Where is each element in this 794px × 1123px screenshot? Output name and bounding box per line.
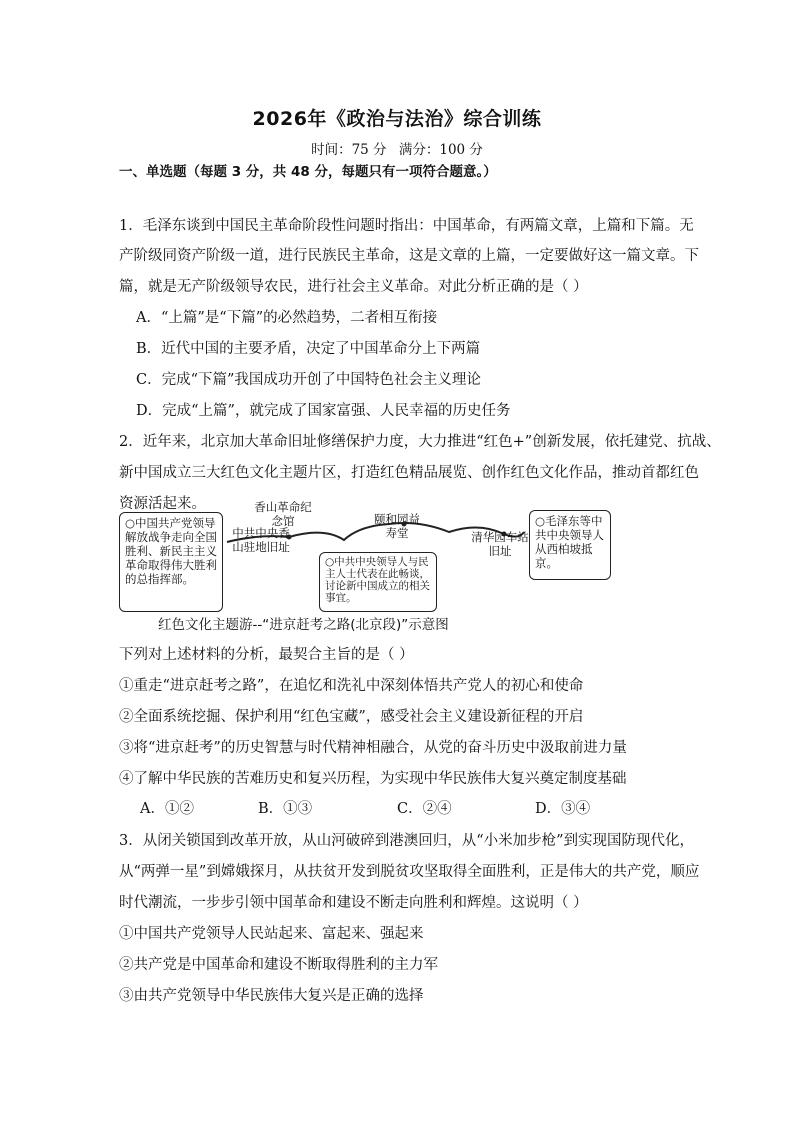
q1-option-d: D．完成“上篇”，就完成了国家富强、人民幸福的历史任务 (136, 403, 511, 419)
q2-stem-line: 资源活起来。 (119, 496, 206, 512)
q3-item-2: ②共产党是中国革命和建设不断取得胜利的主力军 (119, 957, 438, 973)
q2-option-d: D．③④ (535, 801, 591, 817)
q3-stem-line: 3．从闭关锁国到改革开放，从山河破碎到港澳回归，从“小米加步枪”到实现国防现代化， (119, 833, 695, 849)
place-label: 清华园车站旧址 (471, 530, 529, 558)
exam-time: 时间：75 分 (311, 142, 387, 158)
q2-prompt: 下列对上述材料的分析，最契合主旨的是（ ） (119, 647, 414, 663)
q2-option-a: A．①② (140, 801, 194, 817)
diagram-caption: 红色文化主题游--“进京赶考之路(北京段)”示意图 (158, 617, 449, 633)
q2-item-2: ②全面系统挖掘、保护利用“红色宝藏”，感受社会主义建设新征程的开启 (119, 709, 584, 725)
note-box-left: ○中国共产党领导解放战争走向全国胜利、新民主主义革命取得伟大胜利的总指挥部。 (119, 512, 223, 612)
place-label: 中共中央香山驻地旧址 (232, 526, 290, 554)
q2-item-4: ④了解中华民族的苦难历史和复兴历程，为实现中华民族伟大复兴奠定制度基础 (119, 771, 627, 787)
q1-option-b: B．近代中国的主要矛盾，决定了中国革命分上下两篇 (136, 341, 481, 357)
place-label: 香山革命纪念馆 (254, 500, 312, 528)
page-title: 2026年《政治与法治》综合训练 (252, 108, 542, 130)
q2-option-c: C．②④ (397, 801, 452, 817)
exam-score: 满分：100 分 (398, 142, 483, 158)
q1-stem-line: 产阶级同资产阶级一道，进行民族民主革命，这是文章的上篇，一定要做好这一篇文章。下 (119, 248, 699, 264)
q3-item-3: ③由共产党领导中华民族伟大复兴是正确的选择 (119, 988, 424, 1004)
q1-option-c: C．完成“下篇”我国成功开创了中国特色社会主义理论 (136, 372, 481, 388)
q2-stem-line: 2．近年来，北京加大革命旧址修缮保护力度，大力推进“红色+”创新发展，依托建党、抗战、 (119, 434, 721, 450)
exam-info (0, 138, 794, 158)
q2-item-1: ①重走“进京赶考之路”，在追忆和洗礼中深刻体悟共产党人的初心和使命 (119, 678, 584, 694)
note-box-right: ○毛泽东等中共中央领导人从西柏坡抵京。 (529, 510, 611, 580)
q3-stem-line: 时代潮流，一步步引领中国革命和建设不断走向胜利和辉煌。这说明（ ） (119, 895, 588, 911)
q2-stem-line: 新中国成立三大红色文化主题片区，打造红色精品展览、创作红色文化作品，推动首都红色 (119, 465, 699, 481)
place-label: 颐和园益寿堂 (374, 512, 420, 540)
section-heading: 一、单选题（每题 3 分，共 48 分，每题只有一项符合题意。） (119, 164, 497, 180)
q1-option-a: A．“上篇”是“下篇”的必然趋势，二者相互衔接 (136, 310, 438, 326)
q2-option-b: B．①③ (258, 801, 313, 817)
q1-stem-line: 篇，就是无产阶级领导农民，进行社会主义革命。对此分析正确的是（ ） (119, 279, 588, 295)
note-box-middle: ○中共中央领导人与民主人士代表在此畅谈，讨论新中国成立的相关事宜。 (319, 552, 437, 612)
q1-stem-line: 1．毛泽东谈到中国民主革命阶段性问题时指出：中国革命，有两篇文章，上篇和下篇。无 (119, 218, 694, 234)
q2-item-3: ③将“进京赶考”的历史智慧与时代精神相融合，从党的奋斗历史中汲取前进力量 (119, 740, 627, 756)
q3-item-1: ①中国共产党领导人民站起来、富起来、强起来 (119, 926, 424, 942)
q3-stem-line: 从“两弹一星”到嫦娥探月，从扶贫开发到脱贫攻坚取得全面胜利，正是伟大的共产党，顺应 (119, 864, 700, 880)
